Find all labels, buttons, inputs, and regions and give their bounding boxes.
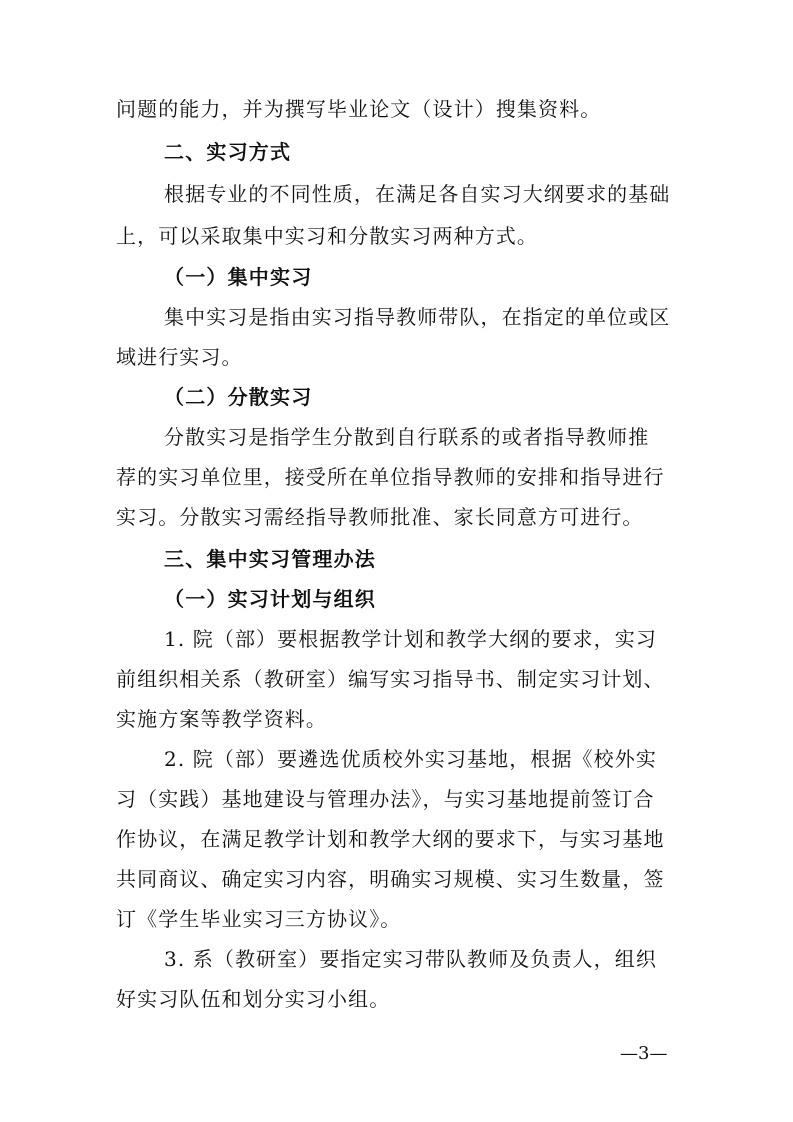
text-line: 集中实习是指由实习指导教师带队，在指定的单位或区 xyxy=(164,305,671,329)
text-line: 1. 院（部）要根据教学计划和教学大纲的要求，实习 xyxy=(164,627,657,651)
text-line: 作协议，在满足教学计划和教学大纲的要求下，与实习基地 xyxy=(116,827,665,851)
text-line: 3. 系（教研室）要指定实习带队教师及负责人，组织 xyxy=(164,947,657,971)
text-line: 订《学生毕业实习三方协议》。 xyxy=(116,907,402,931)
text-line: 分散实习是指学生分散到自行联系的或者指导教师推 xyxy=(164,425,650,449)
section-heading: 二、实习方式 xyxy=(164,140,292,164)
subsection-heading: （一）实习计划与组织 xyxy=(164,587,376,611)
text-line: 实施方案等教学资料。 xyxy=(116,707,327,731)
subsection-heading: （二）分散实习 xyxy=(164,385,313,409)
text-line: 共同商议、确定实习内容，明确实习规模、实习生数量，签 xyxy=(116,867,665,891)
text-line: 域进行实习。 xyxy=(116,345,243,369)
text-line: 上，可以采取集中实习和分散实习两种方式。 xyxy=(116,224,538,248)
text-line: 荐的实习单位里，接受所在单位指导教师的安排和指导进行 xyxy=(116,465,665,489)
text-line: 问题的能力，并为撰写毕业论文（设计）搜集资料。 xyxy=(116,97,602,121)
text-line: 实习。分散实习需经指导教师批准、家长同意方可进行。 xyxy=(116,505,644,529)
text-line: 2. 院（部）要遴选优质校外实习基地，根据《校外实 xyxy=(164,747,657,771)
subsection-heading: （一）集中实习 xyxy=(164,265,313,289)
text-line: 前组织相关系（教研室）编写实习指导书、制定实习计划、 xyxy=(116,667,665,691)
text-line: 根据专业的不同性质，在满足各自实习大纲要求的基础 xyxy=(164,182,671,206)
section-heading: 三、集中实习管理办法 xyxy=(164,547,376,571)
page-number: —3— xyxy=(620,1043,668,1064)
text-line: 好实习队伍和划分实习小组。 xyxy=(116,987,391,1011)
text-line: 习（实践）基地建设与管理办法》，与实习基地提前签订合 xyxy=(116,787,655,811)
